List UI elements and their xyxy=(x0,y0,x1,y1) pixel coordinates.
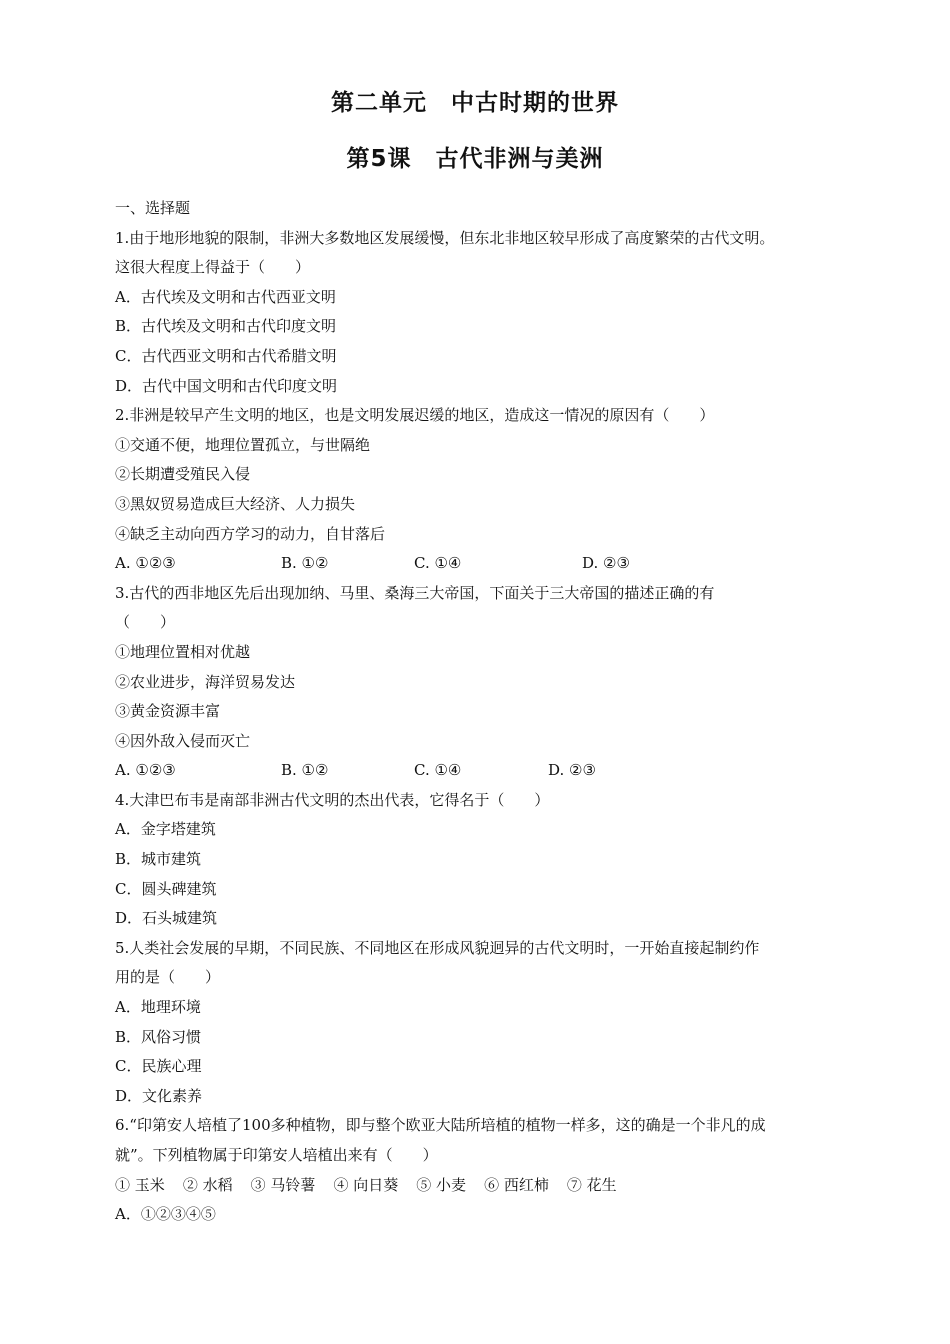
statement-item: ④因外敌入侵而灭亡 xyxy=(115,731,251,750)
option-a: A. ①②③ xyxy=(115,554,176,573)
plant-number: ① xyxy=(115,1175,131,1194)
statement-item: ①交通不便，地理位置孤立，与世隔绝 xyxy=(115,435,371,454)
question-1 xyxy=(115,224,840,402)
option-c: C．圆头碑建筑 xyxy=(115,879,217,898)
question-text: 这很大程度上得益于（ ） xyxy=(115,258,311,277)
plant-name: 花生 xyxy=(586,1175,617,1194)
question-2 xyxy=(115,401,840,579)
question-text: （ ） xyxy=(115,613,176,632)
statement-item: ③黄金资源丰富 xyxy=(115,702,221,721)
option-b: B. ①② xyxy=(281,761,329,780)
plant-number: ② xyxy=(182,1175,198,1194)
question-text: 就”。下列植物属于印第安人培植出来有（ ） xyxy=(115,1146,438,1164)
plant-number: ④ xyxy=(333,1175,349,1194)
option-b: B. ①② xyxy=(281,554,329,573)
plant-number: ⑥ xyxy=(484,1175,500,1194)
option-d: D．文化素养 xyxy=(115,1086,203,1105)
option-b: B．古代埃及文明和古代印度文明 xyxy=(115,317,337,336)
option-a: A．地理环境 xyxy=(115,998,201,1017)
question-text: 5.人类社会发展的早期，不同民族、不同地区在形成风貌迥异的古代文明时，一开始直接起制约作 xyxy=(115,938,760,957)
statement-item: ②农业进步，海洋贸易发达 xyxy=(115,672,296,691)
option-b: B．风俗习惯 xyxy=(115,1027,202,1046)
option-a: A．古代埃及文明和古代西亚文明 xyxy=(115,287,336,306)
plant-name: 向日葵 xyxy=(353,1175,399,1194)
plant-name: 水稻 xyxy=(202,1175,233,1194)
plant-name: 小麦 xyxy=(436,1175,467,1194)
option-c: C．古代西亚文明和古代希腊文明 xyxy=(115,346,337,365)
statement-item: ①地理位置相对优越 xyxy=(115,642,251,661)
plant-name: 西红柿 xyxy=(503,1175,549,1194)
question-5 xyxy=(115,934,840,1112)
option-c: C. ①④ xyxy=(414,761,462,780)
statement-item: ③黑奴贸易造成巨大经济、人力损失 xyxy=(115,494,356,513)
question-text: 2.非洲是较早产生文明的地区，也是文明发展迟缓的地区，造成这一情况的原因有（ ） xyxy=(115,406,715,425)
option-d: D. ②③ xyxy=(548,761,596,780)
option-row xyxy=(115,756,840,786)
plant-name: 马铃薯 xyxy=(270,1175,316,1194)
option-d: D．石头城建筑 xyxy=(115,909,218,928)
option-a: A．金字塔建筑 xyxy=(115,820,216,839)
option-d: D. ②③ xyxy=(582,554,630,573)
option-d: D．古代中国文明和古代印度文明 xyxy=(115,376,338,395)
question-text: 6.“印第安人培植了100多种植物，即与整个欧亚大陆所培植的植物一样多，这的确是一个非凡的成 xyxy=(115,1116,766,1135)
plant-name: 玉米 xyxy=(134,1175,165,1194)
section-heading: 一、选择题 xyxy=(115,199,191,217)
question-text: 3.古代的西非地区先后出现加纳、马里、桑海三大帝国，下面关于三大帝国的描述正确的有 xyxy=(115,583,715,602)
question-4 xyxy=(115,786,840,934)
plant-number: ③ xyxy=(250,1175,266,1194)
question-3 xyxy=(115,579,840,786)
statement-item: ②长期遭受殖民入侵 xyxy=(115,465,251,484)
question-text: 4.大津巴布韦是南部非洲古代文明的杰出代表，它得名于（ ） xyxy=(115,790,550,809)
option-row xyxy=(115,549,840,579)
question-text: 1.由于地形地貌的限制，非洲大多数地区发展缓慢，但东北非地区较早形成了高度繁荣的古代文明。 xyxy=(115,228,775,247)
option-b: B．城市建筑 xyxy=(115,850,202,869)
option-a: A. ①②③ xyxy=(115,761,176,780)
plant-list xyxy=(115,1171,840,1201)
question-text: 用的是（ ） xyxy=(115,968,221,987)
plant-number: ⑦ xyxy=(566,1175,582,1194)
statement-item: ④缺乏主动向西方学习的动力，自甘落后 xyxy=(115,524,386,543)
option-c: C．民族心理 xyxy=(115,1057,202,1076)
option-c: C. ①④ xyxy=(414,554,462,573)
question-6 xyxy=(115,1111,840,1229)
plant-number: ⑤ xyxy=(416,1175,432,1194)
lesson-title: 第5课 古代非洲与美洲 xyxy=(346,146,604,172)
unit-title: 第二单元 中古时期的世界 xyxy=(331,90,619,116)
question-body xyxy=(115,194,840,1230)
option-a: A．①②③④⑤ xyxy=(115,1205,216,1224)
